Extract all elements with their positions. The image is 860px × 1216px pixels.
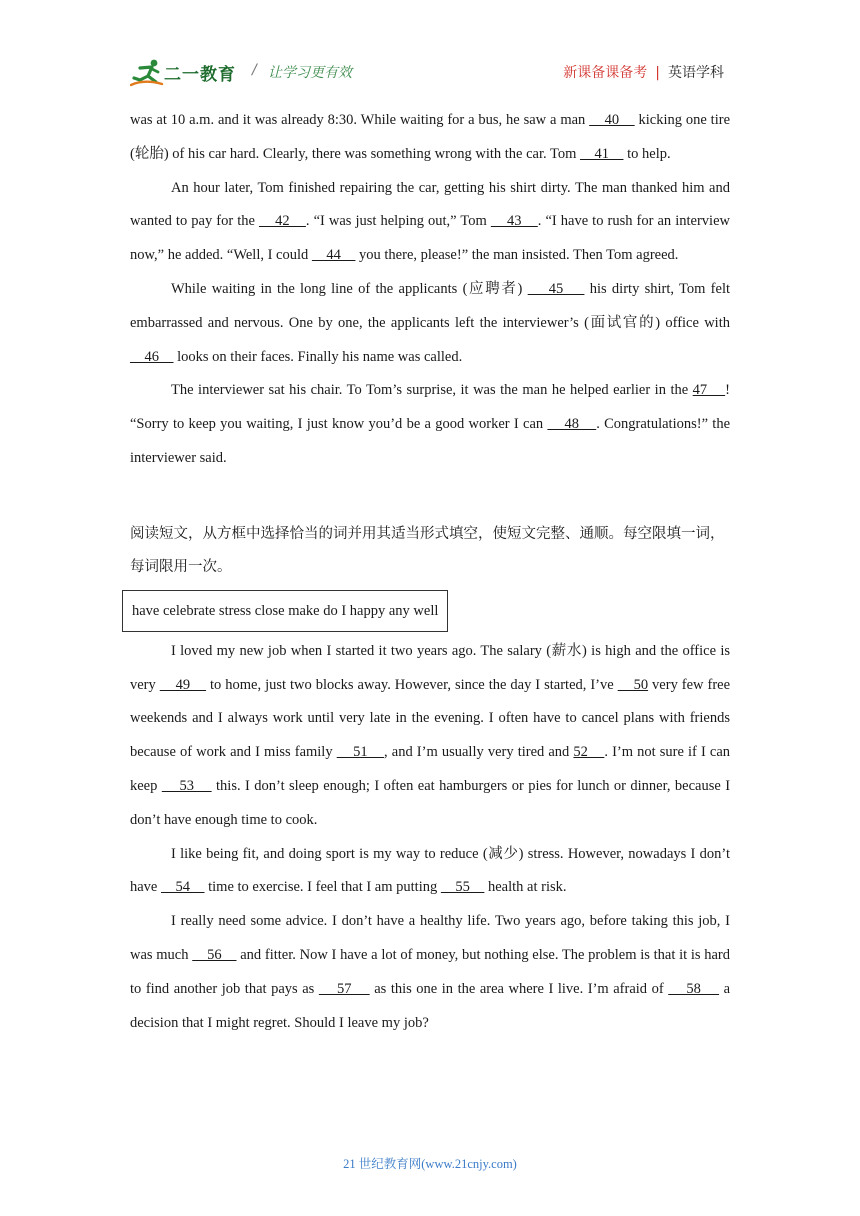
passage1-paragraph-2 xyxy=(130,172,730,273)
blank-42: 42 xyxy=(258,213,306,230)
text-segment: , and I’m usually very tired and xyxy=(384,744,574,761)
text-segment: . I’m not sure if I can keep xyxy=(130,744,731,794)
text-segment: . “I have to rush for an interview now,” he added. “Well, I could xyxy=(130,213,730,264)
text-segment: While waiting in the long line of the applicants (应聘者) xyxy=(171,280,528,297)
blank-44: 44 xyxy=(311,247,356,264)
blank-45: 45 xyxy=(527,280,585,297)
text-segment: ! “Sorry to keep you waiting, I just know you’d be a good worker I can xyxy=(130,382,730,433)
passage2-paragraph-2 xyxy=(130,838,730,906)
text-segment: kicking one tire (轮胎) of his car hard. Clearly, there was something wrong with the car. Tom xyxy=(130,112,731,162)
blank-43: 43 xyxy=(490,213,538,230)
blank-53: 53 xyxy=(161,777,212,794)
blank-50: 50 xyxy=(617,676,649,693)
text-segment: and fitter. Now I have a lot of money, but nothing else. The problem is that it is hard to find another job that pays as xyxy=(130,946,731,997)
subject-label xyxy=(563,62,724,82)
section-gap xyxy=(130,476,730,518)
page-footer[interactable]: 21 世纪教育网(www.21cnjy.com) xyxy=(343,1157,517,1171)
text-segment: time to exercise. I feel that I am putting xyxy=(204,879,441,896)
slogan-separator: / xyxy=(252,62,257,78)
text-segment: very few free weekends and I always work until very late in the evening. I often have to cancel plans with friends because of work and I miss family xyxy=(130,676,731,761)
blank-55: 55 xyxy=(440,879,485,896)
section-instruction: 阅读短文，从方框中选择恰当的词并用其适当形式填空，使短文完整、通顺。每空限填一词，每词限用一次。 xyxy=(130,525,725,575)
subject-name: 英语学科 xyxy=(668,65,724,81)
page-header xyxy=(0,0,860,96)
passage2-paragraph-3 xyxy=(130,905,730,1040)
text-segment: to help. xyxy=(623,145,671,162)
text-segment: his dirty shirt, Tom felt embarrassed and nervous. One by one, the applicants left the interviewer’s (面试官的) office with xyxy=(130,280,731,331)
text-segment: health at risk. xyxy=(484,879,567,896)
passage2-paragraph-1 xyxy=(130,635,730,838)
text-segment: I really need some advice. I don’t have a healthy life. Two years ago, before taking this job, I was much xyxy=(130,913,730,963)
passage1-paragraph-1 xyxy=(130,104,730,172)
text-segment: you there, please!” the man insisted. Then Tom agreed. xyxy=(355,247,679,264)
blank-58: 58 xyxy=(668,980,720,997)
logo xyxy=(130,58,242,92)
running-person-icon xyxy=(130,58,164,88)
text-segment: . “I was just helping out,” Tom xyxy=(305,213,491,230)
header-divider: | xyxy=(655,65,660,81)
text-segment: was at 10 a.m. and it was already 8:30. While waiting for a bus, he saw a man xyxy=(130,112,590,128)
text-segment: An hour later, Tom finished repairing the car, getting his shirt dirty. The man thanked him and wanted to pay for the xyxy=(130,179,730,230)
blank-52: 52 xyxy=(573,744,605,761)
word-box: have celebrate stress close make do I happy any well xyxy=(122,590,448,632)
text-segment: I loved my new job when I started it two years ago. The salary (薪水) is high and the office is very xyxy=(130,642,730,693)
blank-41: 41 xyxy=(579,145,624,162)
text-segment: I like being fit, and doing sport is my way to reduce (减少) stress. However, nowadays I don’t have xyxy=(130,845,730,896)
text-segment: as this one in the area where I live. I’m afraid of xyxy=(369,980,669,997)
page-content xyxy=(130,104,730,1040)
blank-40: 40 xyxy=(589,112,635,128)
logo-text: 二一教育 xyxy=(164,65,236,85)
blank-47: 47 xyxy=(692,382,726,399)
blank-46: 46 xyxy=(130,348,174,365)
blank-54: 54 xyxy=(161,879,205,896)
slogan: 让学习更有效 xyxy=(268,65,352,81)
text-segment: . Congratulations!” the interviewer said. xyxy=(130,416,731,466)
blank-57: 57 xyxy=(318,980,370,997)
text-segment: this. I don’t sleep enough; I often eat hamburgers or pies for lunch or dinner, because I don’t have enough time to cook. xyxy=(130,777,731,828)
blank-56: 56 xyxy=(192,946,237,963)
text-segment: to home, just two blocks away. However, since the day I started, I’ve xyxy=(206,676,618,693)
text-segment: a decision that I might regret. Should I leave my job? xyxy=(130,980,731,1031)
text-segment: The interviewer sat his chair. To Tom’s surprise, it was the man he helped earlier in the xyxy=(171,382,693,399)
passage1-paragraph-4 xyxy=(130,374,730,475)
passage1-paragraph-3 xyxy=(130,273,730,374)
blank-49: 49 xyxy=(159,676,207,693)
course-label: 新课备课备考 xyxy=(563,65,648,81)
blank-51: 51 xyxy=(336,744,385,761)
text-segment: looks on their faces. Finally his name was called. xyxy=(173,348,463,365)
blank-48: 48 xyxy=(547,416,597,433)
